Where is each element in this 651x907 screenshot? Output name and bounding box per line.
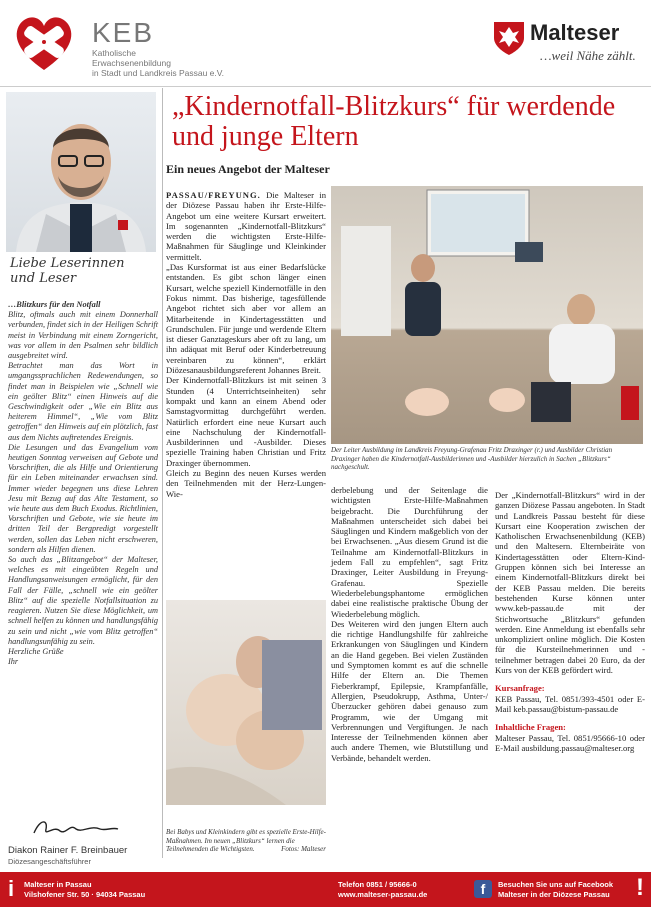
footer-fb-2: Malteser in der Diözese Passau: [498, 890, 610, 899]
keb-sub-3: in Stadt und Landkreis Passau e.V.: [92, 68, 224, 78]
malteser-shield-icon: [492, 20, 526, 56]
footer-addr-1: Malteser in Passau: [24, 880, 92, 889]
exclamation-icon: !: [636, 874, 644, 901]
editorial-paragraph: Die Lesungen und das Evangelium vom heutigen Sonntag verweisen auf Gebote und Vorschriften, die als Hilfe und Orientierung für ein Leben miteinander erwachsen sind. Immer wieder begegnen uns diese Lehren Jesu mit Bezug auf das Alte Testament, so wie heute aus dem Buch Exodus. Richtlinien, Vorschriften und Gebote, wie sie heute im dritten Teil der Bergpredigt vorgestellt werden, sollen das Leben nicht erschweren, sondern als Hilfen dienen.: [8, 442, 158, 554]
article-column-2: [331, 485, 488, 763]
article-paragraph: Der „Kindernotfall-Blitzkurs“ wird in der ganzen Diözese Passau angeboten. In Stadt und Landkreis Passau besteht für diese Kursart eine Kooperation zwischen der Katholischen Erwachsenenbildung (KEB) und den Maltesern. Elternbeiräte von Kindertagesstätten oder Eltern-Kind-Gruppen können sich bei Interesse an einem Kindernotfall-Blitzkurs direkt bei der KEB Passau melden. Die bereits bestehenden Kurse können unter www.keb-passau.de mit der Stichwortsuche „Blitzkurs“ gefunden werden. Eine Anmeldung ist ebenfalls sehr unkompliziert online möglich. Die Kosten für die Kursteilnehmerinnen und -teilnehmer betragen dabei 20 Euro, da der Kurs von der KEB gefördert wird.: [495, 490, 645, 676]
photo-caption-small: [166, 828, 326, 854]
article-title: „Kindernotfall-Blitzkurs“ für werdende und junge Eltern: [172, 91, 616, 152]
caption-small-text: Bei Babys und Kleinkindern gibt es spezielle Erste-Hilfe-Maßnahmen. Im neuen „Blitzkurs“ lernen die Teilnehmenden die Wichtigsten.: [166, 828, 326, 853]
baby-manikin-photo: [166, 600, 326, 805]
photo-credit: Fotos: Malteser: [281, 845, 326, 853]
header-divider: [0, 86, 651, 87]
inhalt-text: Malteser Passau, Tel. 0851/95666-10 oder E-Mail ausbildung.passau@malteser.org: [495, 732, 645, 753]
training-photo: [331, 186, 643, 444]
footer-addr-2: Vilshofener Str. 50 · 94034 Passau: [24, 890, 146, 899]
facebook-icon[interactable]: f: [474, 880, 492, 898]
article-paragraph: Der Kindernotfall-Blitzkurs ist mit seinen 3 Stunden (4 Unterrichtseinheiten) sehr kompakt und kann an einem Abend oder Samstagvormittag durchgeführt werden. Natürlich erfordert eine neue Kursart auch eine Nachschulung der Kindernotfall-Ausbilderinnen und -Ausbilder. Dieses spezielle Training haben Christian und Fritz Draxinger übernommen.: [166, 375, 326, 468]
signature-image: [30, 815, 120, 839]
dateline: PASSAU/FREYUNG.: [166, 190, 261, 200]
editorial-paragraph: So auch das „Blitzangebot“ der Malteser, welches es mit eingeübten Regeln und Handlungsanweisungen ermöglicht, für den Fall der Fälle, „schnell wie ein geölter Blitz“ auf die spezielle Notfallsituation zu reagieren. Nutzen Sie diese Möglichkeit, um schnell helfen zu können und handlungsfähig zu sein und nicht „wie vom Blitz getroffen“ handlungsunfähig zu sein.: [8, 555, 158, 646]
kursanfrage-heading: Kursanfrage:: [495, 683, 545, 694]
footer-bar: [0, 872, 651, 907]
malteser-name: Malteser: [530, 20, 620, 45]
editorial-paragraph: Blitz, oftmals auch mit einem Donnerhall verbunden, findet sich in der Heiligen Schrift meist in Verbindung mit einem Zorngericht, was vor allem in den Psalmen sehr bildlich ausgebreitet wird.: [8, 310, 159, 361]
keb-name: KEB: [92, 17, 155, 48]
article-column-3: [495, 490, 645, 753]
keb-sub-2: Erwachsenenbildung: [92, 58, 171, 68]
editorial-heading: …Blitzkurs für den Notfall: [8, 300, 101, 309]
article-paragraph: Des Weiteren wird den jungen Eltern auch die richtige Handlungshilfe für zahlreiche Erkrankungen von Säuglingen und Kindern an die Hand gegeben. Bei vielen Zuständen und Symptomen kommt es auf die schnelle Hilfe der Eltern an. Die Themen Fieberkrampf, Epilepsie, Krampfanfälle, Allergien, Pseudokrupp, Asthma, Unter-/Überzucker gehören dabei genauso zum Programm, wie der Umgang mit Verbrennungen und Vergiftungen. Je nach Interesse der Teilnehmenden können aber auch andere Themen, wie Blutstillung und Verbände, behandelt werden.: [331, 618, 488, 763]
footer-web-link[interactable]: www.malteser-passau.de: [338, 890, 428, 899]
footer-phone: Telefon 0851 / 95666-0: [338, 880, 417, 889]
footer-fb-1: Besuchen Sie uns auf Facebook: [498, 880, 614, 889]
keb-brand: [92, 18, 224, 78]
greeting-handwritten: Liebe Leserinnen und Leser: [10, 256, 125, 286]
article-paragraph: Die Malteser in der Diözese Passau haben ihr Erste-Hilfe-Angebot um eine weitere Kursart erweitert. Im sogenannten „Kindernotfall-Blitzkurs“ werden die wichtigsten Erste-Hilfe-Maßnahmen für Säuglinge und Kleinkinder vermittelt.: [166, 190, 326, 262]
article-subtitle: Ein neues Angebot der Malteser: [166, 162, 330, 176]
kursanfrage-text: KEB Passau, Tel. 0851/393-4501 oder E-Mail keb.passau@bistum-passau.de: [495, 693, 645, 714]
column-divider: [162, 88, 163, 858]
author-portrait: [6, 92, 156, 252]
author-role: Diözesangeschäftsführer: [8, 857, 91, 866]
keb-heart-logo-icon: [8, 6, 80, 78]
keb-sub-1: Katholische: [92, 48, 136, 58]
author-name: Diakon Rainer F. Breinbauer: [8, 845, 128, 856]
inhalt-heading: Inhaltliche Fragen:: [495, 722, 566, 733]
closing-line-2: Ihr: [8, 657, 19, 667]
editorial-column: [8, 300, 158, 667]
closing-line: Herzliche Grüße: [8, 646, 64, 656]
article-column-1: [166, 190, 326, 499]
article-paragraph: Gleich zu Beginn des neuen Kurses werden den Teilnehmenden mit der Herz-Lungen-Wie-: [166, 468, 326, 499]
article-paragraph: „Das Kursformat ist aus einer Bedarfslücke entstanden. Es gibt schon länger einen Kursart, welche speziell Kindernotfälle in den Fokus nimmt. Das bisherige, tagesfüllende Angebot richtet sich aber vor allem an Mitarbeitende in Kindertagesstätten und Grundschulen. Für junge und werdende Eltern ist dieser Ganztageskurs aber oft zu lang, um ihn adäquat mit Beruf oder Kinderbetreuung vereinbaren zu können“, erklärt Diözesanausbildungsreferent Johannes Breit.: [166, 262, 326, 376]
photo-caption-large: Der Leiter Ausbildung im Landkreis Freyung-Grafenau Fritz Draxinger (r.) und Ausbilder Christian Draxinger haben die Kindernotfall-Ausbilderinnen und -Ausbilder hierzulich in Sachen „Blitzkurs“ nachgeschult.: [331, 446, 613, 471]
malteser-slogan: …weil Nähe zählt.: [540, 48, 636, 63]
article-paragraph: derbelebung und der Seitenlage die wichtigsten Erste-Hilfe-Maßnahmen beigebracht. Die Durchführung der Maßnahmen unterscheidet sich dabei bei Säuglingen und Kindern maßgeblich von der bei Erwachsenen. „Aus diesem Grund ist die Teilnahme am Kindernotfall-Blitzkurs in jedem Fall zu empfehlen“, sagt Fritz Draxinger, Leiter Ausbildung in Freyung-Grafenau. Spezielle Wiederbelebungsphantome ermöglichen dabei eine realistische praktische Übung der Wiederbelebung möglich.: [331, 485, 488, 619]
editorial-paragraph: Betrachtet man das Wort in umgangssprachlichen Redewendungen, so findet man in Beispielen wie „Schnell wie ein geölter Blitz“ einen Hinweis auf die Geschwindigkeit oder „Wie ein Blitz aus heiterem Himmel“, „Wie vom Blitz getroffen“ den Hinweis auf ein plötzlich, fast aus dem Nichts auftretendes Ereignis.: [8, 361, 158, 442]
info-icon: i: [8, 876, 15, 901]
